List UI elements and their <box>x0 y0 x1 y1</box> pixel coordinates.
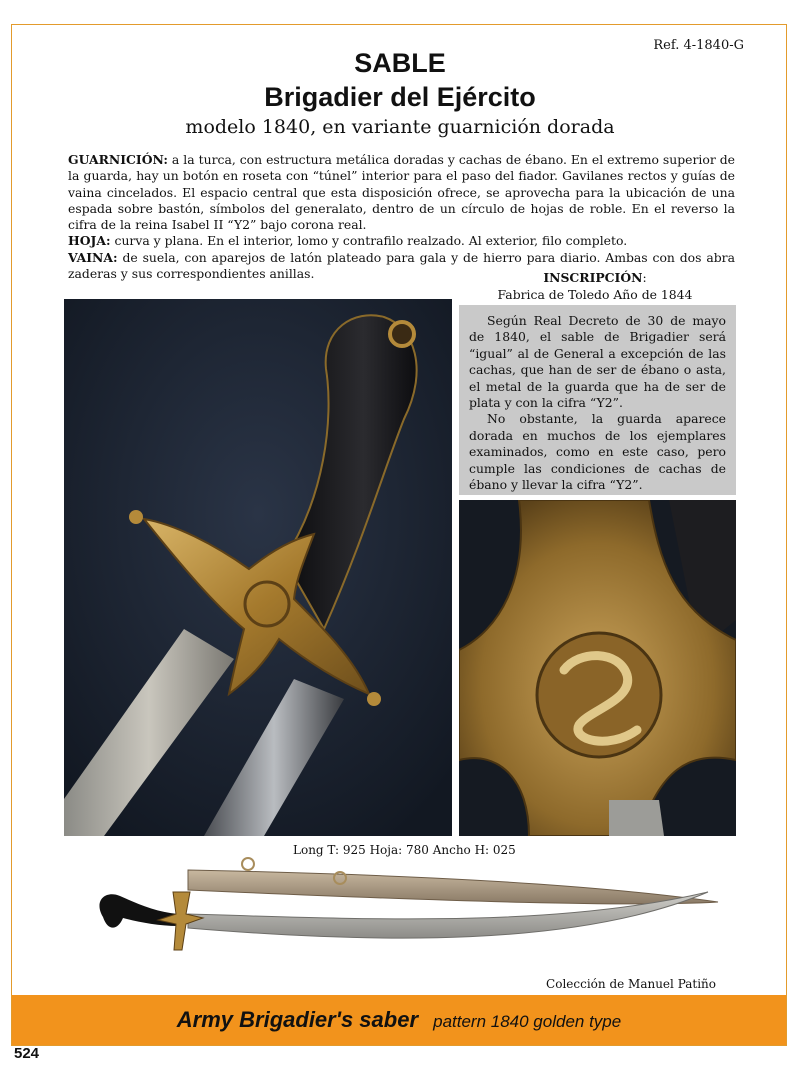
english-subtitle: pattern 1840 golden type <box>433 1012 622 1031</box>
hoja-paragraph <box>68 233 735 249</box>
guarnicion-label: GUARNICIÓN: <box>68 152 168 167</box>
model-description: modelo 1840, en variante guarnición dorada <box>185 116 615 138</box>
inscription-heading <box>460 270 730 285</box>
inscription-text: Fabrica de Toledo Año de 1844 <box>497 287 693 302</box>
dimensions-label: Long T: 925 Hoja: 780 Ancho H: 025 <box>293 843 516 857</box>
full-saber-photo <box>78 852 728 962</box>
guarnicion-text: a la turca, con estructura metálica doradas y cachas de ébano. En el extremo superior de la guarda, hay un botón en roseta con “túnel” interior para el paso del fiador. Gavilanes rectos y guías de vaina cincelados. El espacio central que esta disposición ofrece, se aprovecha para la ubicación de una espada sobre bastón, símbolos del generalato, dentro de un círculo de hojas de roble. En el reverso la cifra de la reina Isabel II “Y2” bajo corona real. <box>68 152 735 233</box>
page-number: 524 <box>14 1045 40 1062</box>
decree-note-paragraph-1: Según Real Decreto de 30 de mayo de 1840, el sable de Brigadier será “igual” al de General a excepción de las cachas, que han de ser de ébano o asta, el metal de la guarda que ha de ser de plata y con la cifra “Y2”. <box>469 313 726 411</box>
saber-hilt-photo <box>64 299 452 836</box>
english-title-banner <box>12 995 786 1045</box>
vaina-text: de suela, con aparejos de latón plateado para gala y de hierro para diario. Ambas con dos abra zaderas y sus correspondientes anillas. <box>68 249 735 282</box>
inscription-label: INSCRIPCIÓN <box>543 270 643 285</box>
page-title: SABLE <box>354 48 446 78</box>
description-block <box>68 152 735 282</box>
inscription-colon: : <box>642 270 647 285</box>
hoja-label: HOJA: <box>68 233 111 249</box>
vaina-label: VAINA: <box>68 249 118 265</box>
decree-note-box <box>459 305 736 495</box>
hoja-text: curva y plana. En el interior, lomo y contrafilo realzado. Al exterior, filo completo. <box>110 233 628 249</box>
english-title: Army Brigadier's saber <box>176 1007 419 1032</box>
guarnicion-paragraph <box>68 152 735 233</box>
collection-credit: Colección de Manuel Patiño <box>546 977 716 991</box>
decree-note-paragraph-2: No obstante, la guarda aparece dorada en muchos de los ejemplares examinados, como en este caso, pero cumple las condiciones de cachas de ébano y llevar la cifra “Y2”. <box>469 411 726 493</box>
cipher-detail-photo <box>459 500 736 836</box>
reference-code: Ref. 4-1840-G <box>653 38 744 53</box>
page-subtitle: Brigadier del Ejército <box>264 82 536 112</box>
